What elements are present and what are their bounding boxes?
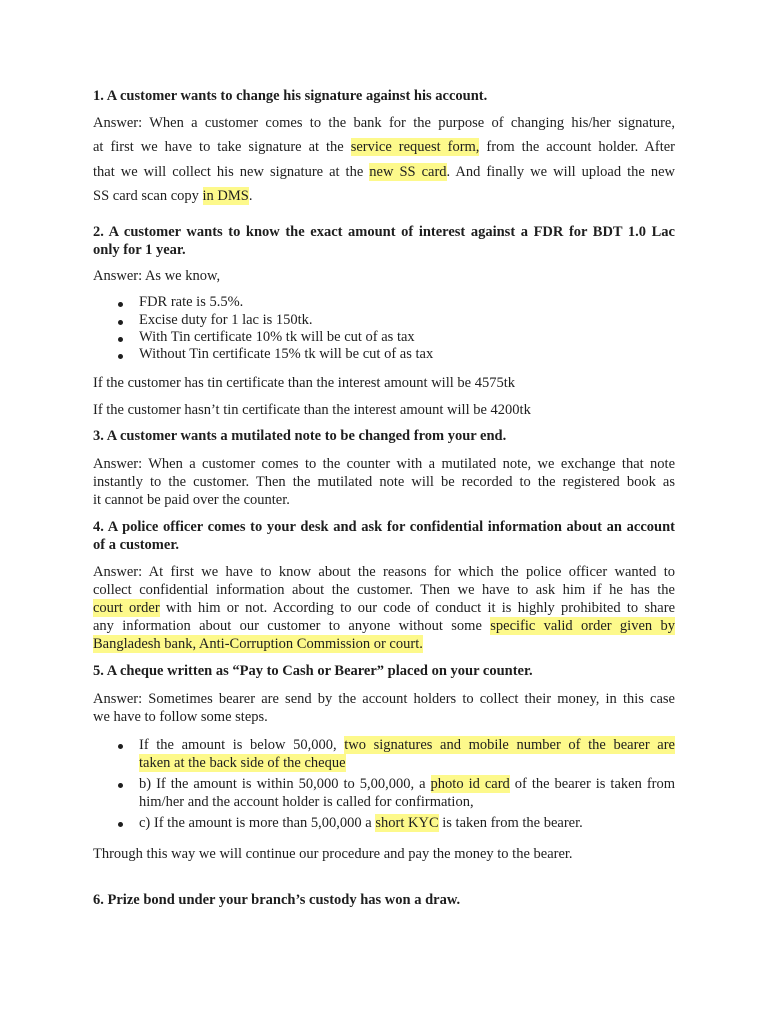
highlighted-text: new SS card	[369, 163, 447, 180]
question-4-heading	[93, 518, 675, 554]
answer-line	[93, 184, 675, 209]
answer-line: Answer: When a customer comes to the counter with a mutilated note, we exchange that note	[93, 456, 675, 472]
list-item	[139, 294, 675, 311]
bullet-icon	[118, 302, 123, 307]
heading-line: of a customer.	[93, 537, 180, 553]
answer-line: it cannot be paid over the counter.	[93, 492, 290, 508]
answer-4-paragraph	[93, 563, 675, 653]
highlighted-text: in DMS	[202, 188, 249, 205]
list-item-line	[139, 775, 675, 793]
text-segment: that we will collect his new signature at the	[93, 163, 370, 180]
question-3-heading	[93, 427, 675, 445]
heading-line: only for 1 year.	[93, 242, 186, 258]
text-segment: If the amount is below 50,000,	[139, 737, 345, 753]
answer-line: Answer: As we know,	[93, 268, 221, 284]
list-item	[139, 312, 675, 329]
answer-line: If the customer has tin certificate than the interest amount will be 4575tk	[93, 375, 515, 391]
question-1-heading	[93, 87, 675, 105]
bullet-icon	[118, 783, 123, 788]
list-item-text: Without Tin certificate 15% tk will be cut of as tax	[139, 346, 434, 363]
highlighted-text: court order	[93, 600, 160, 616]
list-item	[139, 775, 675, 811]
interest-result-with-tin	[93, 374, 675, 392]
interest-result-without-tin	[93, 401, 675, 419]
bullet-icon	[118, 822, 123, 827]
answer-5-paragraph	[93, 690, 675, 726]
heading-line: 6. Prize bond under your branch’s custody has won a draw.	[93, 892, 461, 908]
list-item	[139, 736, 675, 772]
heading-line: 3. A customer wants a mutilated note to be changed from your end.	[93, 428, 507, 444]
question-5-heading	[93, 662, 675, 680]
question-2-heading	[93, 223, 675, 259]
list-item-text: With Tin certificate 10% tk will be cut of as tax	[139, 329, 415, 346]
answer-line	[93, 135, 675, 160]
bullet-icon	[118, 337, 123, 342]
highlighted-text: taken at the back side of the cheque	[139, 755, 346, 771]
answer-line: instantly to the customer. Then the mutilated note will be recorded to the registered book as	[93, 474, 675, 490]
answer-line	[93, 599, 675, 617]
bullet-icon	[118, 320, 123, 325]
answer-line	[93, 617, 675, 635]
bullet-icon	[118, 354, 123, 359]
text-segment: b) If the amount is within 50,000 to 5,00,000, a	[139, 776, 431, 792]
text-segment: SS card scan copy	[93, 188, 203, 205]
text-segment: is taken from the bearer.	[438, 815, 583, 831]
highlighted-text: service request form,	[350, 139, 480, 156]
answer-line: Answer: When a customer comes to the bank for the purpose of changing his/her signature,	[93, 114, 675, 131]
answer-line	[93, 160, 675, 185]
heading-line: 1. A customer wants to change his signature against his account.	[93, 88, 488, 104]
highlighted-text: two signatures and mobile number of the bearer are	[344, 737, 675, 753]
answer-1-paragraph	[93, 111, 675, 209]
rate-bullet-list	[139, 294, 675, 364]
answer-line: Answer: Sometimes bearer are send by the account holders to collect their money, in this case	[93, 691, 675, 707]
list-item-line	[139, 736, 675, 754]
text-segment: . And finally we will upload the new	[446, 163, 675, 180]
answer-2-intro	[93, 267, 675, 285]
text-segment: any information about our customer to anyone without some	[93, 618, 491, 634]
list-item-line: him/her and the account holder is called for confirmation,	[139, 794, 474, 810]
heading-line: 4. A police officer comes to your desk and ask for confidential information about an account	[93, 519, 675, 535]
text-segment: from the account holder. After	[479, 139, 676, 156]
answer-line: collect confidential information about the customer. Then we have to ask him if he has the	[93, 582, 675, 598]
answer-5-closing	[93, 845, 675, 863]
list-item-line	[139, 814, 675, 832]
list-item	[139, 329, 675, 346]
answer-3-paragraph	[93, 455, 675, 509]
text-segment: of the bearer is taken from	[509, 776, 676, 792]
list-item-line	[139, 754, 675, 772]
text-segment: with him or not. According to our code of conduct it is highly prohibited to share	[159, 600, 676, 616]
answer-line: we have to follow some steps.	[93, 709, 268, 725]
highlighted-text: Bangladesh bank, Anti-Corruption Commission or court.	[93, 636, 423, 652]
answer-line: Through this way we will continue our procedure and pay the money to the bearer.	[93, 846, 573, 862]
highlighted-text: short KYC	[375, 815, 439, 831]
list-item-text: Excise duty for 1 lac is 150tk.	[139, 311, 313, 328]
heading-line: 5. A cheque written as “Pay to Cash or Bearer” placed on your counter.	[93, 663, 533, 679]
list-item	[139, 814, 675, 832]
highlighted-text: photo id card	[430, 776, 510, 792]
list-item	[139, 346, 675, 363]
bullet-icon	[118, 744, 123, 749]
answer-line: If the customer hasn’t tin certificate than the interest amount will be 4200tk	[93, 402, 531, 418]
heading-line: 2. A customer wants to know the exact amount of interest against a FDR for BDT 1.0 Lac	[93, 224, 675, 240]
answer-line	[93, 635, 675, 653]
list-item-text: FDR rate is 5.5%.	[139, 294, 244, 311]
answer-line: Answer: At first we have to know about the reasons for which the police officer wanted to	[93, 564, 675, 580]
text-segment: .	[248, 188, 253, 205]
text-segment: c) If the amount is more than 5,00,000 a	[139, 815, 376, 831]
highlighted-text: specific valid order given by	[490, 618, 675, 634]
text-segment: at first we have to take signature at the	[93, 139, 351, 156]
question-6-heading	[93, 891, 675, 909]
